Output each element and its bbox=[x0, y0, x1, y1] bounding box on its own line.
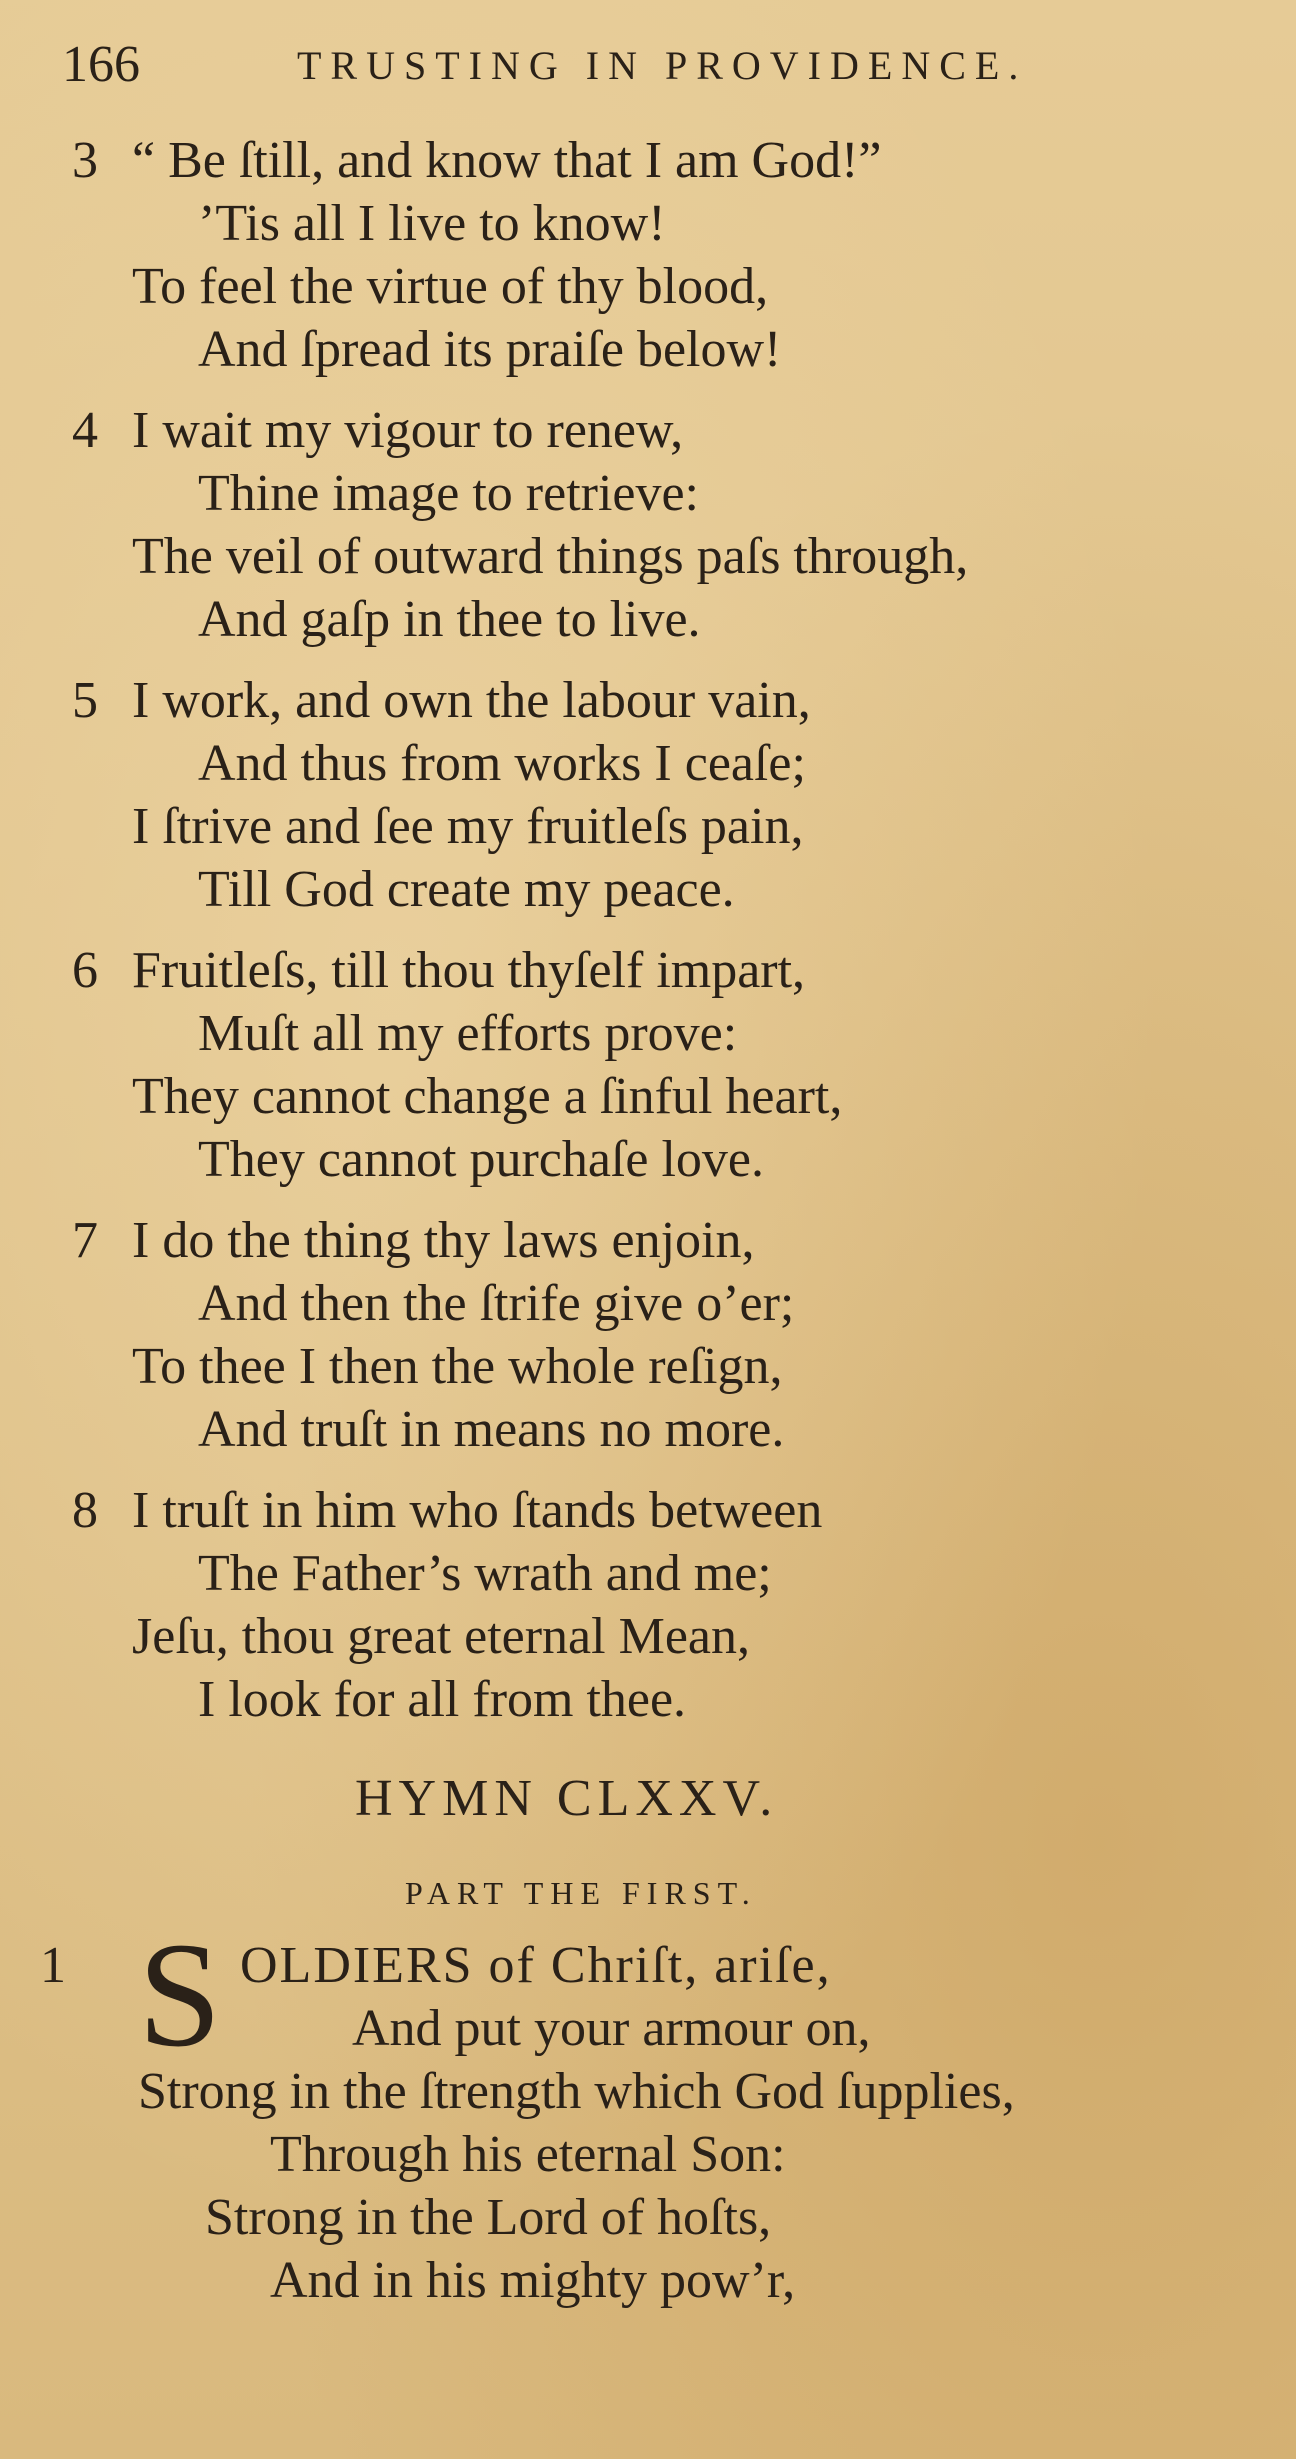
verse-line: “ Be ſtill, and know that I am God!” bbox=[132, 132, 882, 189]
verse-line: And in his mighty pow’r, bbox=[270, 2252, 796, 2309]
verse-line: And gaſp in thee to live. bbox=[198, 591, 701, 648]
verse-line: And truſt in means no more. bbox=[198, 1401, 785, 1458]
hymn-part-heading: PART THE FIRST. bbox=[405, 1875, 757, 1911]
verse-number: 7 bbox=[72, 1212, 98, 1269]
verse-line: To thee I then the whole reſign, bbox=[132, 1338, 783, 1395]
verse-number: 4 bbox=[72, 402, 98, 459]
verse-number: 3 bbox=[72, 132, 98, 189]
verse-line: To feel the virtue of thy blood, bbox=[132, 258, 769, 315]
verse-line: Jeſu, thou great eternal Mean, bbox=[132, 1608, 750, 1665]
verse-line: Muſt all my efforts prove: bbox=[198, 1005, 738, 1062]
page-header bbox=[62, 30, 1062, 100]
verse-line: They cannot purchaſe love. bbox=[198, 1131, 764, 1188]
verse-line: I wait my vigour to renew, bbox=[132, 402, 684, 459]
verse-line: I truſt in him who ſtands between bbox=[132, 1482, 823, 1539]
verse-line: Strong in the Lord of hoſts, bbox=[205, 2189, 772, 2246]
verse-line: And then the ſtrife give o’er; bbox=[198, 1275, 795, 1332]
verse-number: 6 bbox=[72, 942, 98, 999]
verse-line: ’Tis all I live to know! bbox=[198, 195, 666, 252]
verse-line: Fruitleſs, till thou thyſelf impart, bbox=[132, 942, 806, 999]
verse-line: I work, and own the labour vain, bbox=[132, 672, 811, 729]
page-number: 166 bbox=[62, 36, 140, 93]
verse-line: The Father’s wrath and me; bbox=[198, 1545, 772, 1602]
verse-line: Strong in the ſtrength which God ſupplies, bbox=[138, 2063, 1015, 2120]
verse-line: Till God create my peace. bbox=[198, 861, 735, 918]
verse-line: I look for all from thee. bbox=[198, 1671, 687, 1728]
verse-line: And put your armour on, bbox=[352, 2000, 871, 2057]
running-head: TRUSTING IN PROVIDENCE. bbox=[297, 43, 1028, 88]
verse-line: OLDIERS of Chriſt, ariſe, bbox=[240, 1937, 832, 1994]
verse-line: The veil of outward things paſs through, bbox=[132, 528, 969, 585]
verse-line: Thine image to retrieve: bbox=[198, 465, 700, 522]
verse-line: They cannot change a ſinful heart, bbox=[132, 1068, 843, 1125]
verse-line: I do the thing thy laws enjoin, bbox=[132, 1212, 755, 1269]
verse-line: And ſpread its praiſe below! bbox=[198, 321, 782, 378]
verse-number: 5 bbox=[72, 672, 98, 729]
verse-number: 8 bbox=[72, 1482, 98, 1539]
verse-line: Through his eternal Son: bbox=[270, 2126, 786, 2183]
verse-line: And thus from works I ceaſe; bbox=[198, 735, 806, 792]
drop-cap: S bbox=[138, 1912, 222, 2078]
hymn-title: HYMN CLXXV. bbox=[355, 1770, 779, 1827]
verse-number: 1 bbox=[40, 1937, 66, 1994]
verse-line: I ſtrive and ſee my fruitleſs pain, bbox=[132, 798, 804, 855]
